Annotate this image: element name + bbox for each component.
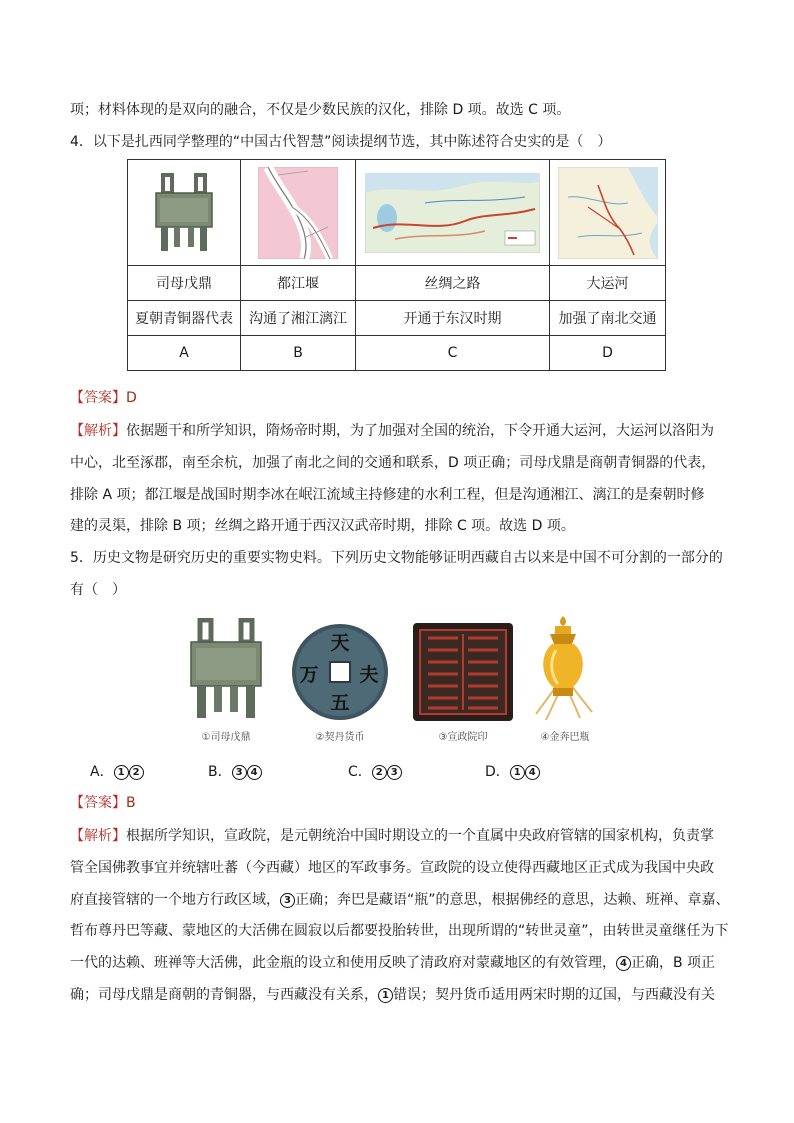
q5-analysis-text-1: 根据所学知识，宣政院，是元朝统治中国时期设立的一个直属中央政府管辖的国家机构，负责掌 xyxy=(126,828,714,844)
q5-analysis-circ-3: 3 xyxy=(280,893,295,908)
q4-desc-a: 夏朝青铜器代表 xyxy=(128,301,241,336)
q4-analysis-line-2: 中心，北至涿郡，南至余杭，加强了南北之间的交通和联系，D 项正确；司母戊鼎是商朝青铜器的代表， xyxy=(70,455,716,471)
ding-icon xyxy=(186,618,266,722)
q5-option-a xyxy=(90,761,144,781)
q5-option-c-letter: C． xyxy=(348,764,372,780)
q5-analysis-line-6 xyxy=(70,985,730,1005)
q5-option-b-letter: B． xyxy=(208,764,232,780)
q4-analysis-text-1: 依据题干和所学知识，隋炀帝时期，为了加强对全国的统治，下令开通大运河，大运河以洛阳为 xyxy=(126,423,714,439)
q5-analysis-line-5 xyxy=(70,953,730,973)
q4-cell-dujiangyan-image xyxy=(241,160,356,266)
q5-option-d-num-2: 4 xyxy=(525,765,540,780)
q5-option-c-num-1: 2 xyxy=(372,765,387,780)
q4-name-c: 丝绸之路 xyxy=(356,266,550,301)
silk-road-map-icon xyxy=(365,173,540,253)
q4-name-d: 大运河 xyxy=(550,266,666,301)
q4-cell-silkroad-image xyxy=(356,160,550,266)
q5-analysis-text-5a: 一代的达赖、班禅等大活佛，此金瓶的设立和使用反映了清政府对蒙藏地区的有效管理， xyxy=(70,955,616,971)
q5-answer-value: B xyxy=(126,795,136,811)
intro-line: 项；材料体现的是双向的融合，不仅是少数民族的汉化，排除 D 项。故选 C 项。 xyxy=(70,102,571,118)
q5-option-b-num-2: 4 xyxy=(247,765,262,780)
coin-char-top: 天 xyxy=(330,632,350,654)
q5-option-c-num-2: 3 xyxy=(387,765,402,780)
q5-analysis-text-3a: 府直接管辖的一个地方行政区域， xyxy=(70,892,280,908)
q4-desc-c: 开通于东汉时期 xyxy=(356,301,550,336)
q5-analysis-text-6a: 确；司母戊鼎是商朝的青铜器，与西藏没有关系， xyxy=(70,987,378,1003)
q4-letter-b: B xyxy=(241,336,356,371)
q5-option-d xyxy=(485,761,540,781)
q5-caption-2: ②契丹货币 xyxy=(315,732,365,743)
q4-name-b: 都江堰 xyxy=(241,266,356,301)
question-5-stem-1: 5．历史文物是研究历史的重要实物史料。下列历史文物能够证明西藏自古以来是中国不可分割的一部分的 xyxy=(70,550,723,566)
q5-option-b xyxy=(208,761,262,781)
question-5-stem-2: 有（ ） xyxy=(70,582,126,598)
q4-analysis-line-1 xyxy=(70,421,730,441)
q5-option-c xyxy=(348,761,402,781)
q5-analysis-line-4: 哲布尊丹巴等藏、蒙地区的大活佛在圆寂以后都要投胎转世，出现所谓的“转世灵童”，由转世灵童继任为下 xyxy=(70,923,729,939)
q4-analysis-line-4: 建的灵渠，排除 B 项；丝绸之路开通于西汉汉武帝时期，排除 C 项。故选 D 项。 xyxy=(70,518,575,534)
q5-analysis-text-5b: 正确，B 项正 xyxy=(631,955,716,971)
q5-analysis-label: 【解析】 xyxy=(70,828,126,844)
q5-analysis-circ-1: 1 xyxy=(378,988,393,1003)
q4-analysis-line-3: 排除 A 项；都江堰是战国时期李冰在岷江流域主持修建的水利工程，但是沟通湘江、漓江的是秦朝时修 xyxy=(70,487,705,503)
q5-option-d-letter: D． xyxy=(485,764,510,780)
q4-answer-label: 【答案】 xyxy=(70,390,126,406)
q5-option-a-num-2: 2 xyxy=(129,765,144,780)
q4-desc-d: 加强了南北交通 xyxy=(550,301,666,336)
q5-answer-label: 【答案】 xyxy=(70,795,126,811)
q5-option-d-num-1: 1 xyxy=(510,765,525,780)
q4-desc-b: 沟通了湘江漓江 xyxy=(241,301,356,336)
q4-cell-canal-image xyxy=(550,160,666,266)
golden-urn-icon xyxy=(528,614,598,722)
q5-answer xyxy=(70,793,730,813)
q5-option-a-num-1: 1 xyxy=(114,765,129,780)
ding-icon xyxy=(152,173,216,253)
coin-char-bottom: 五 xyxy=(330,692,350,714)
q4-letter-c: C xyxy=(356,336,550,371)
seal-icon xyxy=(412,622,514,722)
q5-analysis-text-6b: 错误；契丹货币适用两宋时期的辽国，与西藏没有关 xyxy=(393,987,715,1003)
q5-analysis-circ-4: 4 xyxy=(616,956,631,971)
q5-option-b-num-1: 3 xyxy=(232,765,247,780)
q4-answer-value: D xyxy=(126,390,137,406)
q4-letter-a: A xyxy=(128,336,241,371)
q4-answer xyxy=(70,388,730,408)
q4-analysis-label: 【解析】 xyxy=(70,423,126,439)
q4-cell-ding-image xyxy=(128,160,241,266)
dujiangyan-map-icon xyxy=(258,167,338,259)
q5-analysis-line-3 xyxy=(70,890,730,910)
q4-letter-d: D xyxy=(550,336,666,371)
question-4-stem: 4．以下是扎西同学整理的“中国古代智慧”阅读提纲节选，其中陈述符合史实的是（ ） xyxy=(70,134,612,150)
grand-canal-map-icon xyxy=(558,167,658,259)
q5-analysis-line-1 xyxy=(70,826,730,846)
q5-analysis-text-3b: 正确；奔巴是藏语“瓶”的意思，根据佛经的意思，达赖、班禅、章嘉、 xyxy=(295,892,730,908)
q5-caption-4: ④金奔巴瓶 xyxy=(540,732,590,743)
q5-caption-3: ③宣政院印 xyxy=(438,732,488,743)
q5-option-a-letter: A． xyxy=(90,764,114,780)
coin-char-left: 万 xyxy=(299,664,319,686)
q5-analysis-line-2: 管全国佛教事宜并统辖吐蕃（今西藏）地区的军政事务。宣政院的设立使得西藏地区正式成为我国中央政 xyxy=(70,860,714,876)
coin-char-right: 夫 xyxy=(359,664,379,686)
q4-name-a: 司母戊鼎 xyxy=(128,266,241,301)
q4-outline-table xyxy=(127,159,666,371)
q5-caption-1: ①司母戊鼎 xyxy=(201,732,251,743)
